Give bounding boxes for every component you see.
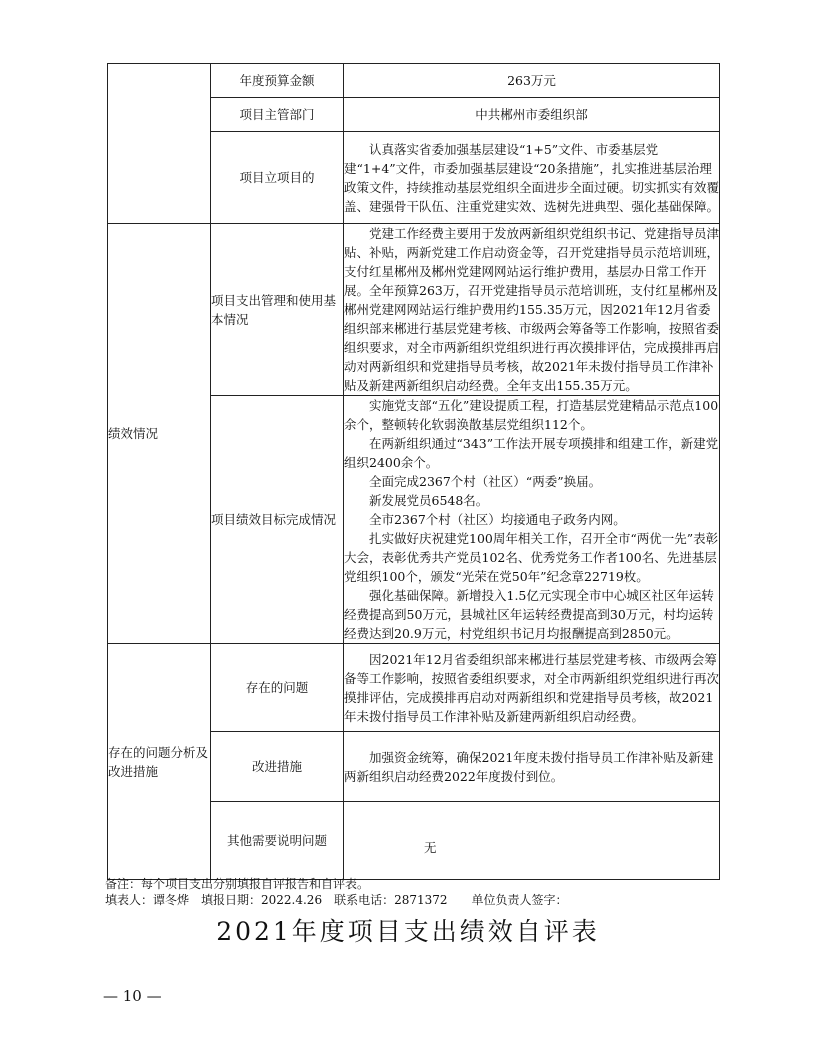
goal-item: 强化基础保障。新增投入1.5亿元实现全市中心城区社区年运转经费提高到50万元，县城社区年运转经费提高到30万元，村均运转经费达到20.9万元，村党组织书记月均报酬提高到2850元。 bbox=[344, 588, 714, 641]
issue-label: 存在的问题 bbox=[211, 644, 344, 732]
goal-item: 在两新组织通过“343”工作法开展专项摸排和组建工作，新建党组织2400余个。 bbox=[344, 436, 719, 470]
filler-info: 填表人：谭冬烨 填报日期：2022.4.26 联系电话：2871372 单位负责人签字： bbox=[105, 893, 568, 907]
perf-section-label: 绩效情况 bbox=[108, 224, 211, 644]
fix-label: 改进措施 bbox=[211, 732, 344, 802]
mgmt-cell bbox=[344, 224, 720, 396]
page-number: — 10 — bbox=[103, 987, 162, 1005]
dept-value: 中共郴州市委组织部 bbox=[344, 98, 720, 132]
goal-item: 全市2367个村（社区）均接通电子政务内网。 bbox=[369, 512, 626, 527]
issue-text: 因2021年12月省委组织部来郴进行基层党建考核、市级两会筹备等工作影响，按照省委组织要求，对全市两新组织党组织进行再次摸排评估，完成摸排再启动对两新组织和党建指导员考核，故2021年未拨付指导员工作津补贴及新建两新组织启动经费。 bbox=[344, 651, 720, 724]
fix-cell bbox=[344, 732, 720, 802]
mgmt-text: 党建工作经费主要用于发放两新组织党组织书记、党建指导员津贴、补贴，两新党建工作启动资金等，召开党建指导员示范培训班，支付红星郴州及郴州党建网网站运行维护费用，基层办日常工作开展。全年预算263万，召开党建指导员示范培训班，支付红星郴州及郴州党建网网站运行维护费用约155.35万元，因2021年12月省委组织部来郴进行基层党建考核、市级两会筹备等工作影响，按照省委组织要求，对全市两新组织党组织进行再次摸排评估，完成摸排再启动对两新组织和党建指导员考核，故2021年未拨付指导员工作津补贴及新建两新组织启动经费。全年支出155.35万元。 bbox=[344, 226, 720, 393]
purpose-text: 认真落实省委加强基层建设“1+5”文件、市委基层党建“1+4”文件，市委加强基层建设“20条措施”，扎实推进基层治理政策文件，持续推动基层党组织全面进步全面过硬。切实抓实有效覆盖、建强骨干队伍、注重党建实效、选树先进典型、强化基础保障。 bbox=[344, 141, 720, 214]
goal-item: 全面完成2367个村（社区）“两委”换届。 bbox=[369, 474, 602, 489]
goal-item: 扎实做好庆祝建党100周年相关工作，召开全市“两优一先”表彰大会，表彰优秀共产党员102名、优秀党务工作者100名、先进基层党组织100个，颁发“光荣在党50年”纪念章22719枚。 bbox=[344, 531, 719, 584]
purpose-label: 项目立项目的 bbox=[211, 132, 344, 224]
goal-label: 项目绩效目标完成情况 bbox=[211, 396, 344, 644]
goal-item: 实施党支部“五化”建设提质工程，打造基层党建精品示范点100余个，整顿转化软弱涣散基层党组织112个。 bbox=[344, 398, 719, 432]
other-label: 其他需要说明问题 bbox=[211, 802, 344, 880]
evaluation-table bbox=[107, 63, 720, 880]
goal-cell bbox=[344, 396, 720, 644]
issue-cell bbox=[344, 644, 720, 732]
goal-item: 新发展党员6548名。 bbox=[369, 493, 489, 508]
mgmt-label: 项目支出管理和使用基本情况 bbox=[211, 224, 344, 396]
budget-value: 263万元 bbox=[344, 64, 720, 98]
blank-section-cell bbox=[108, 64, 211, 224]
other-cell bbox=[344, 802, 720, 880]
other-text: 无 bbox=[424, 840, 437, 855]
dept-label: 项目主管部门 bbox=[211, 98, 344, 132]
budget-label: 年度预算金额 bbox=[211, 64, 344, 98]
purpose-cell bbox=[344, 132, 720, 224]
table-note: 备注：每个项目支出分别填报自评报告和自评表。 bbox=[105, 877, 370, 891]
fix-text: 加强资金统筹，确保2021年度未拨付指导员工作津补贴及新建两新组织启动经费2022年度拨付到位。 bbox=[344, 749, 714, 784]
page-title: 2021年度项目支出绩效自评表 bbox=[216, 917, 600, 946]
issue-section-label: 存在的问题分析及改进措施 bbox=[108, 644, 211, 880]
